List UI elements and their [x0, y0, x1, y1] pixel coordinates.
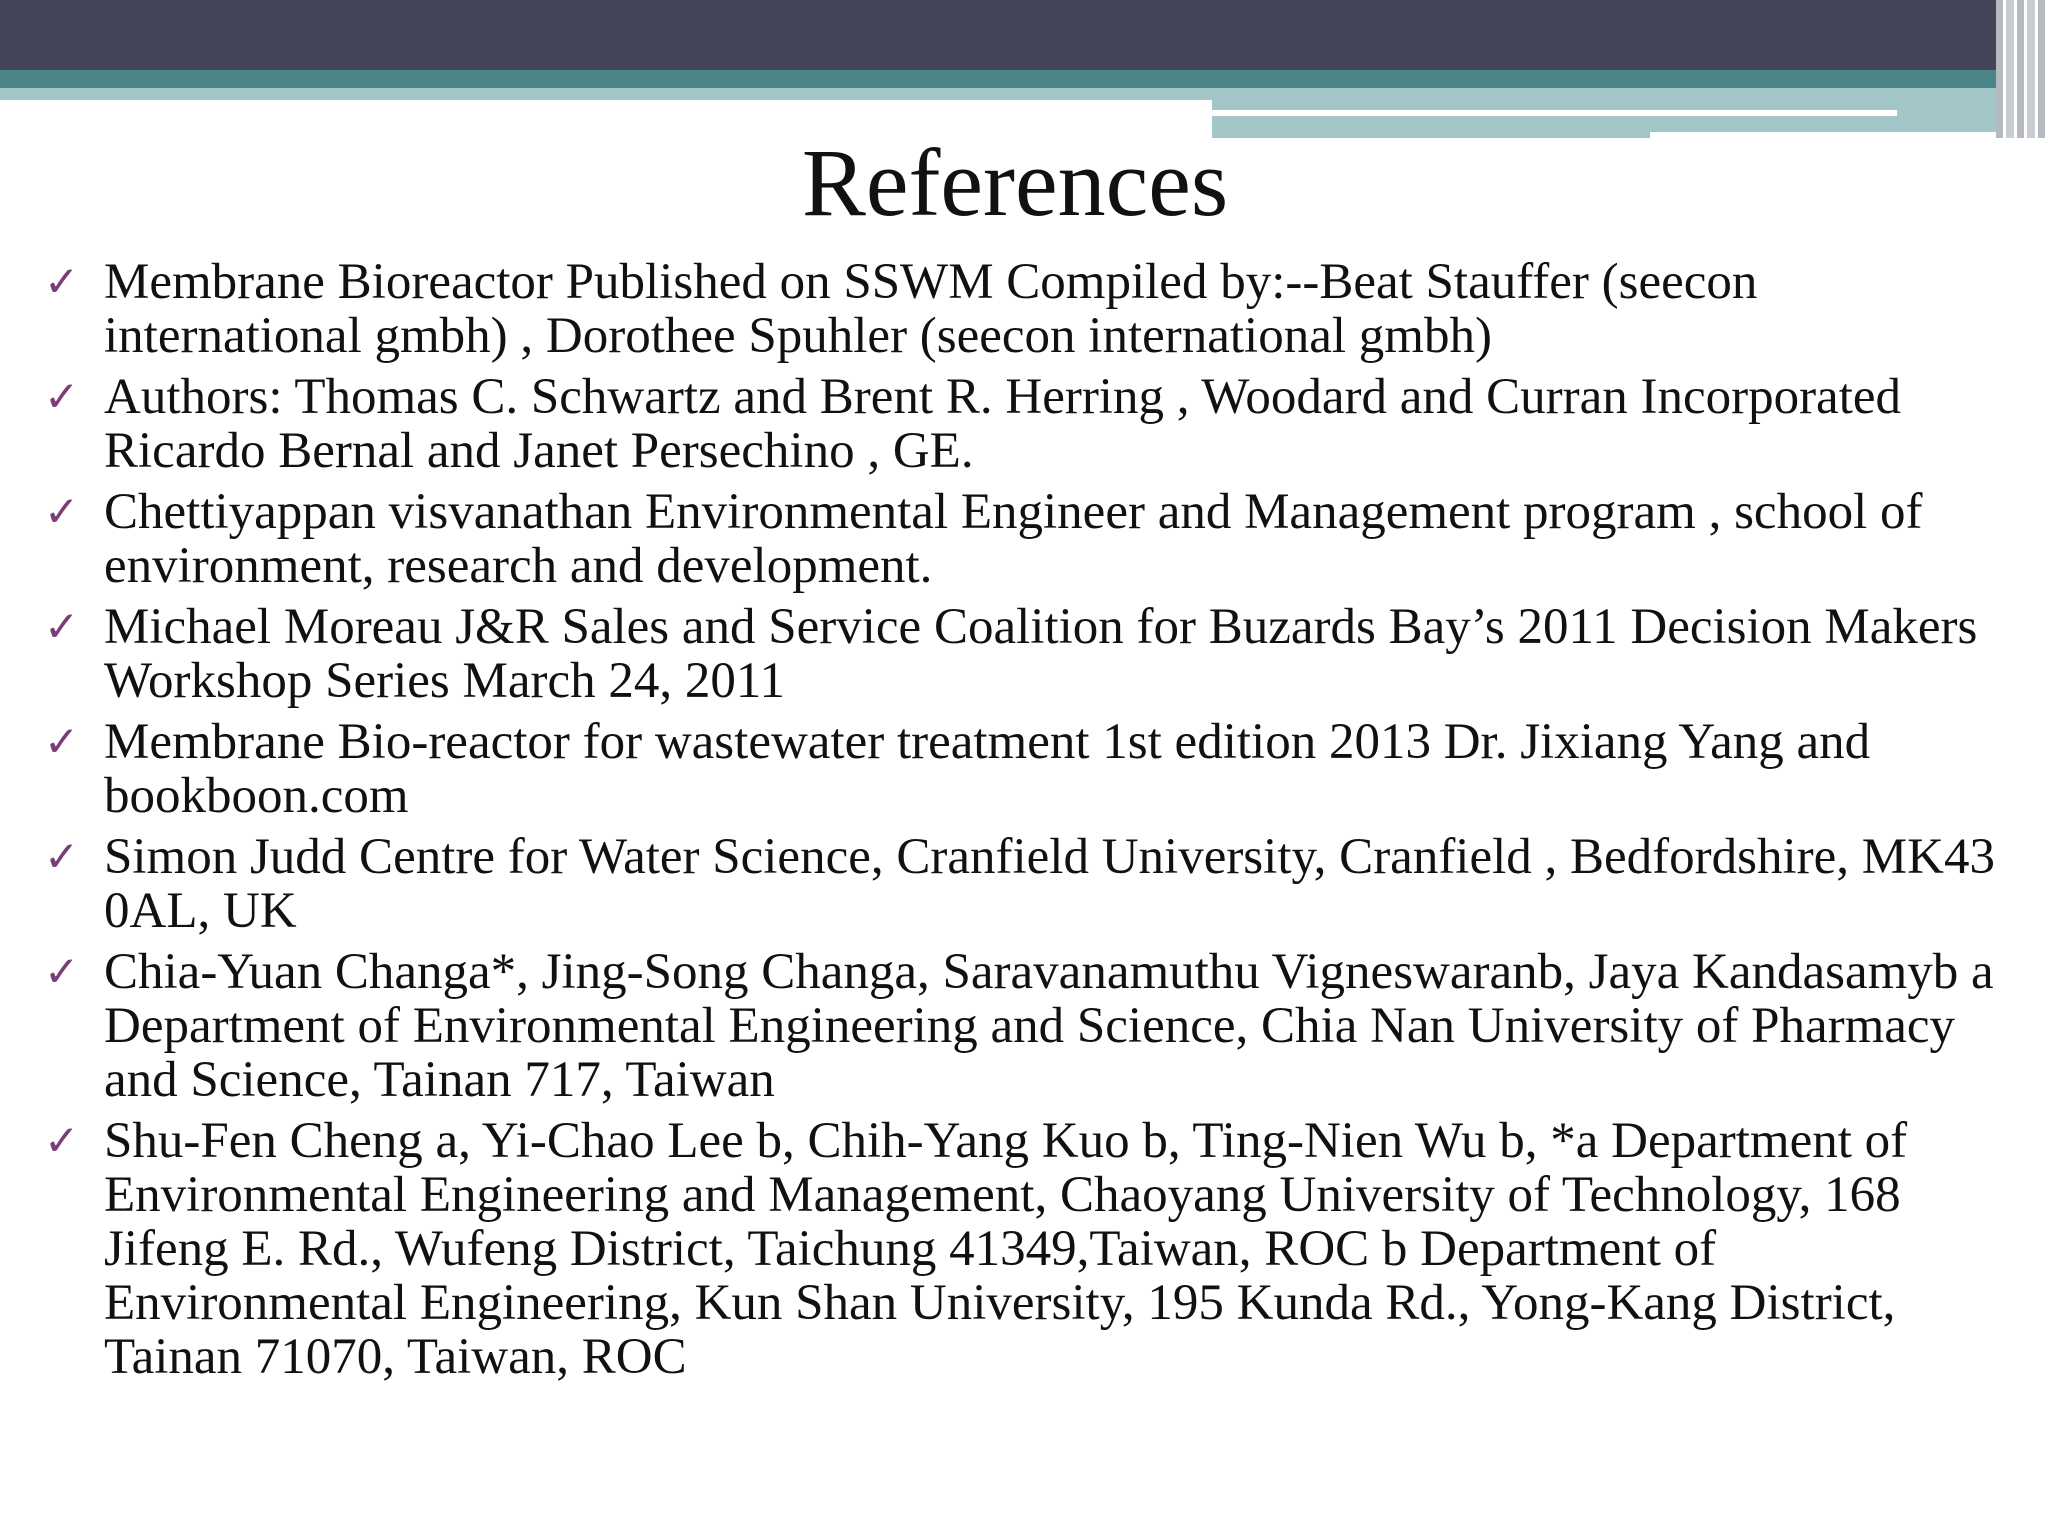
checkmark-icon: ✓: [44, 947, 80, 996]
reference-list: [40, 255, 2010, 1391]
reference-item: [40, 715, 2010, 823]
header-divider-line: [1212, 110, 1897, 116]
checkmark-icon: ✓: [44, 257, 80, 306]
checkmark-icon: ✓: [44, 372, 80, 421]
reference-text: Chia-Yuan Changa*, Jing-Song Changa, Saravanamuthu Vigneswaranb, Jaya Kandasamyb a Department of Environmental Engineering and Science, Chia Nan University of Pharmacy and Science, Tainan 717, Taiwan: [104, 944, 1994, 1108]
reference-text: Michael Moreau J&R Sales and Service Coalition for Buzards Bay’s 2011 Decision Makers Workshop Series March 24, 2011: [104, 599, 1978, 709]
header-band-light-left: [0, 88, 1212, 100]
reference-item: [40, 830, 2010, 938]
checkmark-icon: ✓: [44, 1116, 80, 1165]
reference-item: [40, 255, 2010, 363]
checkmark-icon: ✓: [44, 602, 80, 651]
reference-item: [40, 600, 2010, 708]
header-band-teal: [0, 70, 2048, 88]
reference-text: Chettiyappan visvanathan Environmental Engineer and Management program , school of environment, research and development.: [104, 484, 1923, 594]
reference-item: [40, 1114, 2010, 1384]
slide-title: References: [801, 129, 1229, 236]
checkmark-icon: ✓: [44, 832, 80, 881]
reference-text: Shu-Fen Cheng a, Yi-Chao Lee b, Chih-Yang Kuo b, Ting-Nien Wu b, *a Department of Environmental Engineering and Management, Chaoyang University of Technology, 168 Jifeng E. Rd., Wufeng District, Taichung 41349,Taiwan, ROC b Department of Environmental Engineering, Kun Shan University, 195 Kunda Rd., Yong-Kang District, Tainan 71070, Taiwan, ROC: [104, 1113, 1908, 1385]
checkmark-icon: ✓: [44, 717, 80, 766]
reference-item: [40, 485, 2010, 593]
header-stripes: [1996, 0, 2048, 138]
reference-item: [40, 945, 2010, 1107]
reference-text: Membrane Bioreactor Published on SSWM Compiled by:--Beat Stauffer (seecon international gmbh) , Dorothee Spuhler (seecon international gmbh): [104, 254, 1758, 364]
header-band-dark: [0, 0, 2048, 70]
reference-text: Simon Judd Centre for Water Science, Cranfield University, Cranfield , Bedfordshire, MK43 0AL, UK: [104, 829, 1995, 939]
checkmark-icon: ✓: [44, 487, 80, 536]
reference-item: [40, 370, 2010, 478]
reference-text: Membrane Bio-reactor for wastewater treatment 1st edition 2013 Dr. Jixiang Yang and bookboon.com: [104, 714, 1871, 824]
reference-text: Authors: Thomas C. Schwartz and Brent R. Herring , Woodard and Curran Incorporated Ricardo Bernal and Janet Persechino , GE.: [104, 369, 1902, 479]
